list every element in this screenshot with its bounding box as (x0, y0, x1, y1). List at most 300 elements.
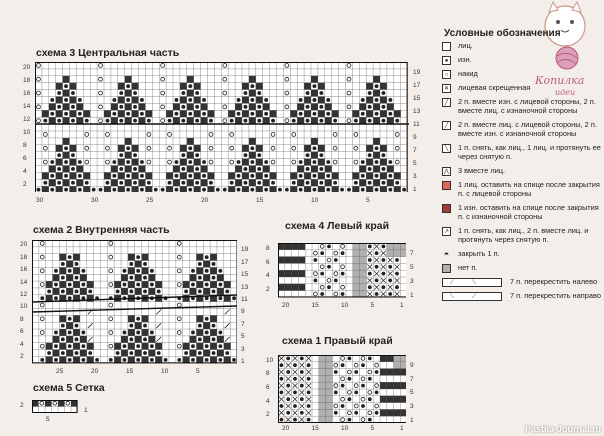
filled-cell (217, 288, 224, 295)
purl-dot (300, 411, 304, 415)
filled-cell (187, 152, 194, 159)
purl-dot (319, 119, 323, 123)
purl-dot (250, 160, 254, 164)
filled-cell (210, 267, 217, 274)
purl-dot (388, 292, 392, 296)
no-stitch-cell (394, 243, 401, 250)
row-number-right: 1 (410, 416, 414, 424)
purl-dot (361, 174, 365, 178)
filled-cell (155, 356, 162, 363)
filled-cell (132, 172, 139, 179)
purl-dot (198, 262, 202, 266)
purl-dot (106, 119, 110, 123)
purl-dot (129, 262, 133, 266)
purl-dot (57, 91, 61, 95)
filled-cell (183, 356, 190, 363)
purl-dot (368, 418, 372, 422)
purl-dot (123, 331, 127, 335)
filled-cell (49, 103, 56, 110)
filled-cell (73, 356, 80, 363)
filled-cell (249, 152, 256, 159)
filled-cell (387, 103, 394, 110)
filled-cell (263, 166, 270, 173)
half-circle-icon: ◓ (443, 249, 450, 259)
no-stitch-cell (353, 284, 360, 291)
purl-dot (382, 119, 386, 123)
filled-cell (125, 117, 132, 124)
filled-cell (187, 117, 194, 124)
no-stitch-cell (400, 250, 406, 257)
purl-dot (347, 188, 351, 192)
row-number-right: 7 (413, 146, 417, 154)
purl-dot (205, 269, 209, 273)
filled-cell (311, 103, 318, 110)
purl-dot (75, 337, 79, 341)
purl-dot (126, 84, 130, 88)
filled-cell (235, 103, 242, 110)
purl-dot (368, 181, 372, 185)
purl-dot (129, 337, 133, 341)
filled-cell (352, 110, 359, 117)
filled-cell (135, 336, 142, 343)
purl-dot (264, 160, 268, 164)
purl-dot (85, 119, 89, 123)
purl-dot (395, 258, 399, 262)
purl-dot (81, 283, 85, 287)
purl-dot (232, 296, 236, 300)
row-number-left: 4 (20, 340, 24, 348)
purl-dot (129, 324, 133, 328)
filled-cell (270, 186, 277, 192)
filled-cell (187, 138, 194, 145)
no-stitch-cell (319, 396, 326, 403)
purl-dot (382, 105, 386, 109)
row-number-right: 5 (413, 159, 417, 167)
purl-dot (61, 276, 65, 280)
purl-dot (126, 188, 130, 192)
filled-cell (366, 97, 373, 104)
filled-cell (400, 396, 406, 403)
purl-dot (250, 174, 254, 178)
purl-dot (81, 358, 85, 362)
filled-cell (210, 254, 217, 261)
filled-cell (125, 90, 132, 97)
purl-dot (205, 344, 209, 348)
purl-dot (354, 370, 358, 374)
filled-cell (76, 166, 83, 173)
purl-dot (327, 265, 331, 269)
filled-cell (263, 179, 270, 186)
filled-cell (298, 284, 305, 291)
no-stitch-cell (326, 409, 333, 416)
purl-dot (40, 358, 44, 362)
no-stitch-cell (387, 243, 394, 250)
filled-cell (118, 159, 125, 166)
filled-cell (87, 281, 94, 288)
no-stitch-cell (326, 389, 333, 396)
filled-cell (80, 274, 87, 281)
purl-dot (368, 377, 372, 381)
filled-cell (155, 343, 162, 350)
column-number: 5 (370, 425, 375, 432)
row-number-right: 5 (410, 264, 414, 271)
filled-cell (180, 172, 187, 179)
purl-dot (292, 119, 296, 123)
purl-dot (341, 292, 345, 296)
purl-dot (306, 91, 310, 95)
row-number-left: 6 (23, 154, 27, 162)
legend-item-text: лиц. (458, 41, 473, 50)
purl-dot (361, 404, 365, 408)
purl-dot (188, 112, 192, 116)
purl-dot (375, 370, 379, 374)
filled-cell (187, 103, 194, 110)
filled-cell (148, 288, 155, 295)
filled-cell (201, 117, 208, 124)
filled-cell (135, 288, 142, 295)
filled-cell (311, 117, 318, 124)
no-stitch-cell (319, 416, 326, 423)
purl-dot (218, 344, 222, 348)
purl-dot (133, 105, 137, 109)
row-number-right: 15 (241, 271, 249, 279)
legend-item-text: 1 изн. оставить на спице после закрытия п. с изнаночной стороны (458, 203, 599, 221)
filled-cell (194, 172, 201, 179)
no-stitch-cell (360, 270, 367, 277)
purl-dot (244, 119, 248, 123)
purl-dot (218, 283, 222, 287)
purl-dot (175, 174, 179, 178)
filled-cell (196, 315, 203, 322)
purl-dot (188, 98, 192, 102)
purl-dot (75, 289, 79, 293)
filled-cell (311, 138, 318, 145)
purl-dot (319, 153, 323, 157)
cross-left-icon: ⟍⟋ (442, 292, 502, 301)
purl-dot (327, 285, 331, 289)
purl-dot (319, 105, 323, 109)
purl-dot (195, 153, 199, 157)
filled-cell (380, 396, 387, 403)
purl-dot (354, 390, 358, 394)
purl-dot (334, 370, 338, 374)
filled-cell (242, 186, 249, 192)
row-number-right: 15 (413, 94, 421, 102)
purl-dot (320, 292, 324, 296)
purl-dot (123, 344, 127, 348)
purl-dot (175, 112, 179, 116)
purl-dot (212, 351, 216, 355)
legend-title: Условные обозначения (444, 28, 561, 39)
purl-dot (250, 112, 254, 116)
filled-cell (142, 267, 149, 274)
filled-cell (366, 172, 373, 179)
filled-cell (224, 356, 231, 363)
purl-dot (133, 181, 137, 185)
purl-dot (230, 181, 234, 185)
filled-cell (359, 103, 366, 110)
purl-dot (37, 188, 41, 192)
column-number: 10 (311, 197, 319, 204)
purl-dot (293, 363, 297, 367)
no-stitch-cell (353, 250, 360, 257)
purl-dot (347, 356, 351, 360)
filled-cell (235, 179, 242, 186)
filled-cell (114, 343, 121, 350)
legend-item-text: 7 п. перекрестить направо (510, 291, 601, 300)
purl-dot (375, 112, 379, 116)
purl-dot (140, 188, 144, 192)
filled-cell (125, 103, 132, 110)
no-stitch-cell (400, 355, 406, 362)
legend-item-text: 1 лиц. оставить на спице после закрытия п. с лицевой стороны (458, 180, 600, 198)
purl-dot (68, 283, 72, 287)
filled-cell (128, 329, 135, 336)
filled-cell (311, 166, 318, 173)
purl-dot (195, 181, 199, 185)
row-number-right: 5 (241, 333, 245, 341)
logo-text: Копилка (535, 74, 585, 87)
row-number-right: 11 (241, 296, 248, 304)
purl-dot (191, 269, 195, 273)
filled-cell (121, 350, 128, 357)
filled-cell (201, 166, 208, 173)
scheme5-chart (32, 400, 80, 413)
filled-cell (87, 343, 94, 350)
filled-cell (114, 356, 121, 363)
purl-dot (286, 411, 290, 415)
filled-cell (366, 159, 373, 166)
purl-dot (319, 91, 323, 95)
purl-dot (123, 358, 127, 362)
filled-cell (66, 350, 73, 357)
filled-cell (332, 186, 339, 192)
filled-cell (311, 152, 318, 159)
arrow-cell-icon: ↗ (443, 229, 450, 235)
no-stitch-cell (326, 382, 333, 389)
filled-cell (111, 179, 118, 186)
purl-dot (164, 358, 168, 362)
filled-cell (285, 270, 292, 277)
purl-dot (133, 153, 137, 157)
column-number: 15 (126, 368, 134, 375)
purl-dot (292, 181, 296, 185)
purl-dot (279, 390, 283, 394)
filled-cell (56, 145, 63, 152)
purl-dot (57, 181, 61, 185)
no-stitch-cell (387, 250, 394, 257)
purl-dot (64, 174, 68, 178)
purl-dot (71, 167, 75, 171)
filled-cell (121, 288, 128, 295)
purl-dot (78, 98, 82, 102)
purl-dot (326, 112, 330, 116)
purl-dot (198, 351, 202, 355)
legend-item-text: нет п. (458, 263, 478, 272)
purl-dot (119, 167, 123, 171)
filled-cell (298, 257, 305, 264)
filled-cell (139, 103, 146, 110)
purl-dot (191, 358, 195, 362)
purl-dot (225, 289, 229, 293)
purl-dot (140, 160, 144, 164)
blank-cell-icon (442, 42, 451, 51)
no-stitch-cell (353, 277, 360, 284)
row-number-right: 3 (410, 277, 414, 285)
filled-cell (263, 117, 270, 124)
three-cell-icon: ⋀ (442, 167, 451, 176)
purl-dot (306, 167, 310, 171)
filled-cell (63, 103, 70, 110)
filled-cell (394, 369, 401, 376)
row-number-right: 7 (241, 320, 245, 328)
purl-dot (286, 384, 290, 388)
purl-dot (188, 188, 192, 192)
purl-dot (175, 188, 179, 192)
purl-dot (64, 98, 68, 102)
purl-dot (313, 160, 317, 164)
row-number-right: 5 (410, 389, 414, 397)
purl-dot (286, 397, 290, 401)
filled-cell (70, 172, 77, 179)
filled-cell (104, 172, 111, 179)
purl-dot (375, 265, 379, 269)
purl-dot (334, 258, 338, 262)
filled-cell (217, 336, 224, 343)
purl-dot (150, 269, 154, 273)
purl-dot (150, 283, 154, 287)
purl-dot (388, 160, 392, 164)
filled-cell (125, 152, 132, 159)
purl-dot (181, 167, 185, 171)
purl-dot (375, 188, 379, 192)
filled-cell (380, 172, 387, 179)
filled-cell (352, 172, 359, 179)
purl-dot (129, 289, 133, 293)
filled-cell (394, 409, 401, 416)
no-stitch-cell (360, 291, 367, 298)
filled-cell (256, 83, 263, 90)
purl-dot (244, 105, 248, 109)
filled-cell (318, 172, 325, 179)
filled-cell (380, 145, 387, 152)
purl-dot (257, 91, 261, 95)
row-number-right: 3 (413, 172, 417, 180)
filled-cell (235, 117, 242, 124)
row-number-left: 4 (23, 167, 27, 175)
purl-dot (75, 351, 79, 355)
watermark: Pastila-Journal.ru (525, 424, 602, 434)
filled-cell (180, 110, 187, 117)
purl-dot (119, 91, 123, 95)
filled-cell (56, 172, 63, 179)
purl-dot (68, 344, 72, 348)
purl-dot (61, 324, 65, 328)
filled-cell (59, 315, 66, 322)
no-stitch-cell (394, 362, 401, 369)
filled-cell (46, 295, 53, 302)
filled-cell (187, 90, 194, 97)
purl-dot (71, 91, 75, 95)
filled-cell (142, 329, 149, 336)
filled-cell (318, 110, 325, 117)
purl-dot (68, 255, 72, 259)
purl-dot (71, 105, 75, 109)
legend-item-text: 1 п. снять, как лиц., 2 п. вместе лиц. и протянуть через снятую п. (458, 226, 589, 244)
purl-dot (244, 167, 248, 171)
filled-cell (270, 110, 277, 117)
purl-dot (218, 358, 222, 362)
row-number-left: 20 (23, 63, 31, 71)
filled-cell (118, 83, 125, 90)
row-number-left: 2 (266, 286, 270, 293)
purl-dot (191, 283, 195, 287)
purl-dot (195, 119, 199, 123)
filled-cell (121, 336, 128, 343)
purl-dot (126, 98, 130, 102)
filled-cell (135, 322, 142, 329)
purl-dot (250, 84, 254, 88)
row-number-left: 6 (266, 258, 270, 266)
filled-cell (242, 110, 249, 117)
no-stitch-cell (360, 250, 367, 257)
no-stitch-cell (319, 382, 326, 389)
purl-dot (326, 160, 330, 164)
filled-cell (196, 356, 203, 363)
filled-cell (76, 117, 83, 124)
filled-cell (135, 274, 142, 281)
purl-dot (388, 265, 392, 269)
filled-cell (400, 369, 406, 376)
filled-cell (194, 145, 201, 152)
filled-cell (278, 257, 285, 264)
column-number: 20 (201, 197, 209, 204)
purl-dot (264, 174, 268, 178)
purl-dot (257, 153, 261, 157)
filled-cell (256, 110, 263, 117)
purl-dot (123, 269, 127, 273)
filled-cell (224, 343, 231, 350)
purl-dot (375, 160, 379, 164)
filled-cell (203, 274, 210, 281)
purl-dot (368, 119, 372, 123)
purl-dot (388, 112, 392, 116)
no-stitch-cell (400, 243, 406, 250)
purl-dot (143, 289, 147, 293)
row-number-left: 8 (20, 315, 24, 323)
row-number-left: 8 (266, 244, 270, 252)
row-number-left: 8 (23, 141, 27, 149)
purl-dot (195, 167, 199, 171)
filled-cell (318, 145, 325, 152)
filled-cell (203, 261, 210, 268)
filled-cell (387, 369, 394, 376)
purl-dot (326, 98, 330, 102)
row-number-right: 13 (413, 107, 421, 115)
filled-cell (66, 274, 73, 281)
filled-cell (242, 97, 249, 104)
purl-dot (71, 119, 75, 123)
filled-cell (290, 172, 297, 179)
scheme1-grid (278, 355, 406, 423)
filled-cell (373, 103, 380, 110)
filled-cell (53, 288, 60, 295)
purl-dot (286, 356, 290, 360)
no-stitch-cell (360, 284, 367, 291)
purl-dot (375, 278, 379, 282)
column-number: 1 (400, 425, 404, 432)
purl-dot (313, 84, 317, 88)
